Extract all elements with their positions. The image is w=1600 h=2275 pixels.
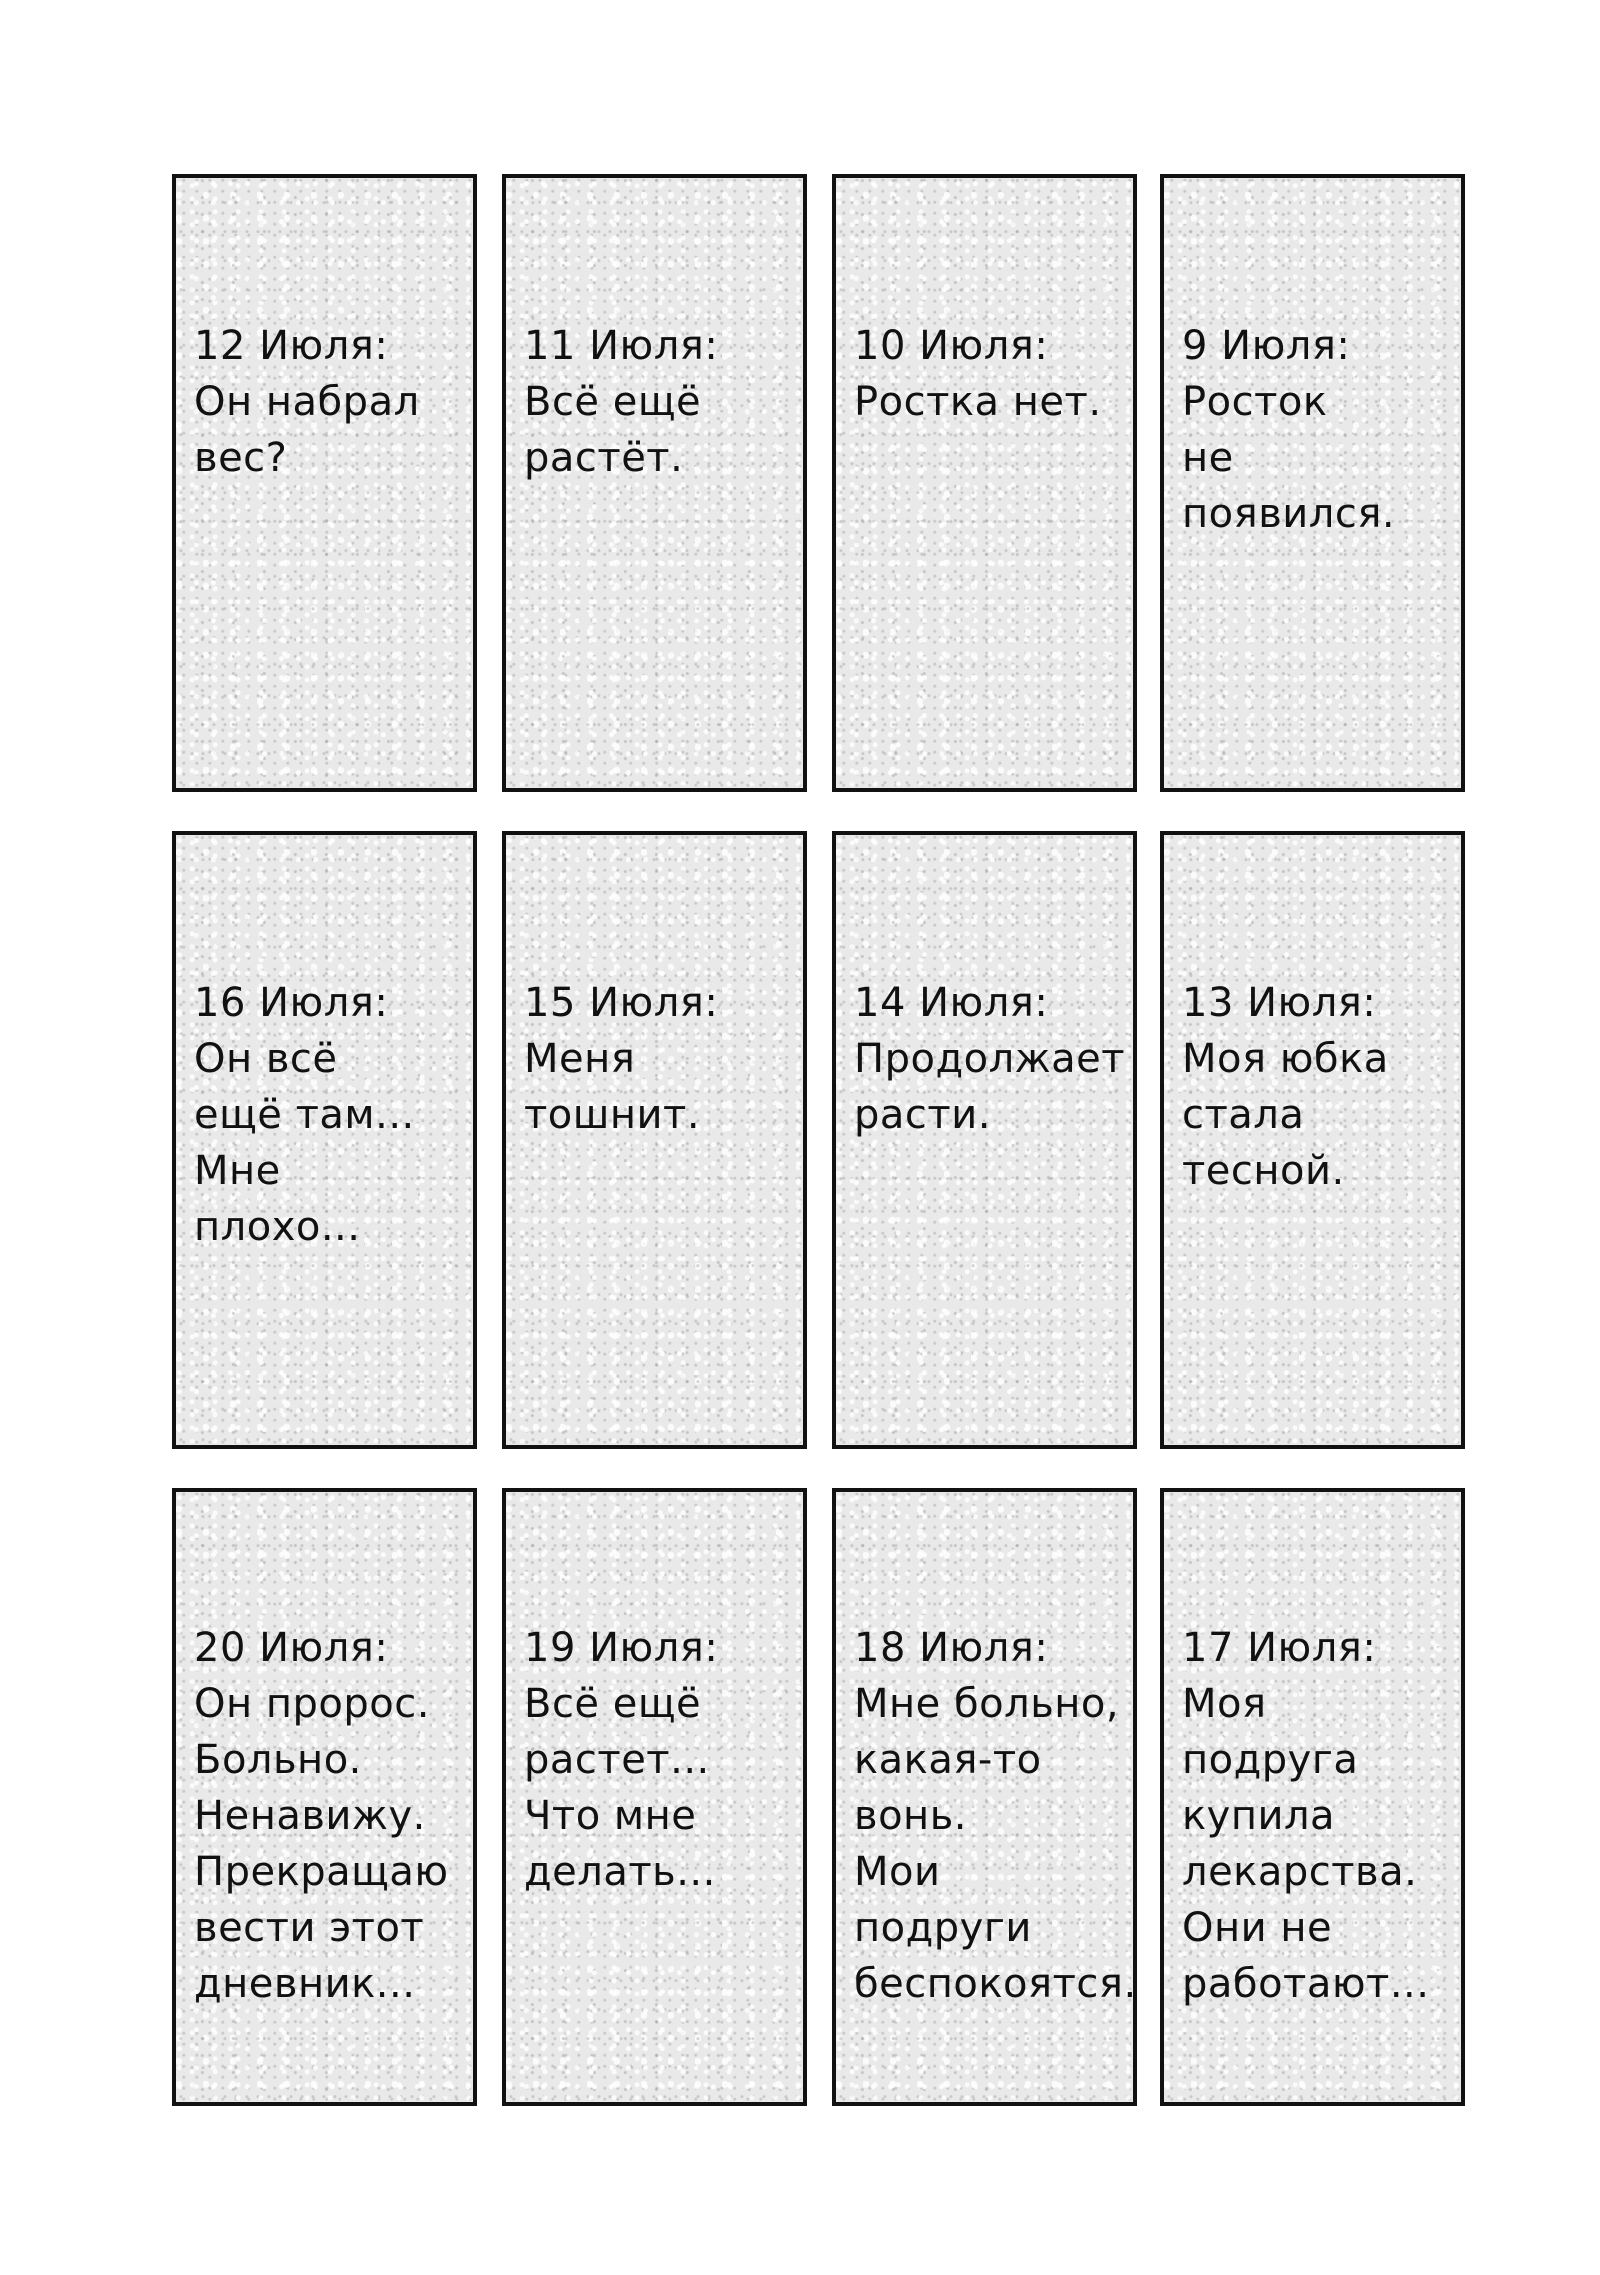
- diary-entry: [524, 1620, 799, 1900]
- diary-panel-july-18: [832, 1488, 1137, 2106]
- diary-entry: [1182, 975, 1457, 1199]
- panel-row-2: [172, 831, 1480, 1455]
- diary-entry: [1182, 1620, 1457, 2012]
- diary-entry: [1182, 318, 1457, 542]
- entry-date: 9 Июля:: [1182, 323, 1351, 369]
- panel-row-1: [172, 174, 1480, 798]
- entry-date: 20 Июля:: [194, 1625, 389, 1671]
- entry-date: 16 Июля:: [194, 980, 389, 1026]
- diary-panel-july-19: [502, 1488, 807, 2106]
- entry-text: Он всё ещё там... Мне плохо...: [194, 1036, 415, 1250]
- entry-text: Всё ещё растёт.: [524, 379, 702, 481]
- entry-date: 15 Июля:: [524, 980, 719, 1026]
- diary-entry: [194, 975, 469, 1255]
- entry-text: Ростка нет.: [854, 379, 1102, 425]
- diary-entry: [194, 1620, 469, 2012]
- entry-text: Он набрал вес?: [194, 379, 420, 481]
- diary-panel-july-11: [502, 174, 807, 792]
- diary-entry: [854, 975, 1129, 1143]
- entry-date: 17 Июля:: [1182, 1625, 1377, 1671]
- diary-panel-july-10: [832, 174, 1137, 792]
- entry-text: Продолжает расти.: [854, 1036, 1126, 1138]
- diary-panel-july-13: [1160, 831, 1465, 1449]
- diary-entry: [194, 318, 469, 486]
- entry-text: Росток не появился.: [1182, 379, 1396, 537]
- diary-entry: [854, 318, 1129, 430]
- diary-entry: [524, 975, 799, 1143]
- diary-panel-july-17: [1160, 1488, 1465, 2106]
- diary-panel-july-9: [1160, 174, 1465, 792]
- panel-row-3: [172, 1488, 1480, 2112]
- entry-date: 10 Июля:: [854, 323, 1049, 369]
- entry-text: Мне больно, какая-то вонь. Мои подруги беспокоятся.: [854, 1681, 1137, 2007]
- entry-text: Он пророс. Больно. Ненавижу. Прекращаю вести этот дневник...: [194, 1681, 449, 2007]
- entry-date: 14 Июля:: [854, 980, 1049, 1026]
- entry-date: 19 Июля:: [524, 1625, 719, 1671]
- diary-panel-july-15: [502, 831, 807, 1449]
- entry-date: 12 Июля:: [194, 323, 389, 369]
- diary-entry: [524, 318, 799, 486]
- diary-panel-july-20: [172, 1488, 477, 2106]
- entry-text: Моя подруга купила лекарства. Они не работают...: [1182, 1681, 1430, 2007]
- entry-text: Меня тошнит.: [524, 1036, 701, 1138]
- entry-date: 18 Июля:: [854, 1625, 1049, 1671]
- diary-panel-july-14: [832, 831, 1137, 1449]
- entry-text: Всё ещё растет... Что мне делать...: [524, 1681, 716, 1895]
- entry-date: 11 Июля:: [524, 323, 719, 369]
- entry-text: Моя юбка стала тесной.: [1182, 1036, 1389, 1194]
- diary-panel-july-16: [172, 831, 477, 1449]
- entry-date: 13 Июля:: [1182, 980, 1377, 1026]
- diary-panel-july-12: [172, 174, 477, 792]
- diary-entry: [854, 1620, 1137, 2012]
